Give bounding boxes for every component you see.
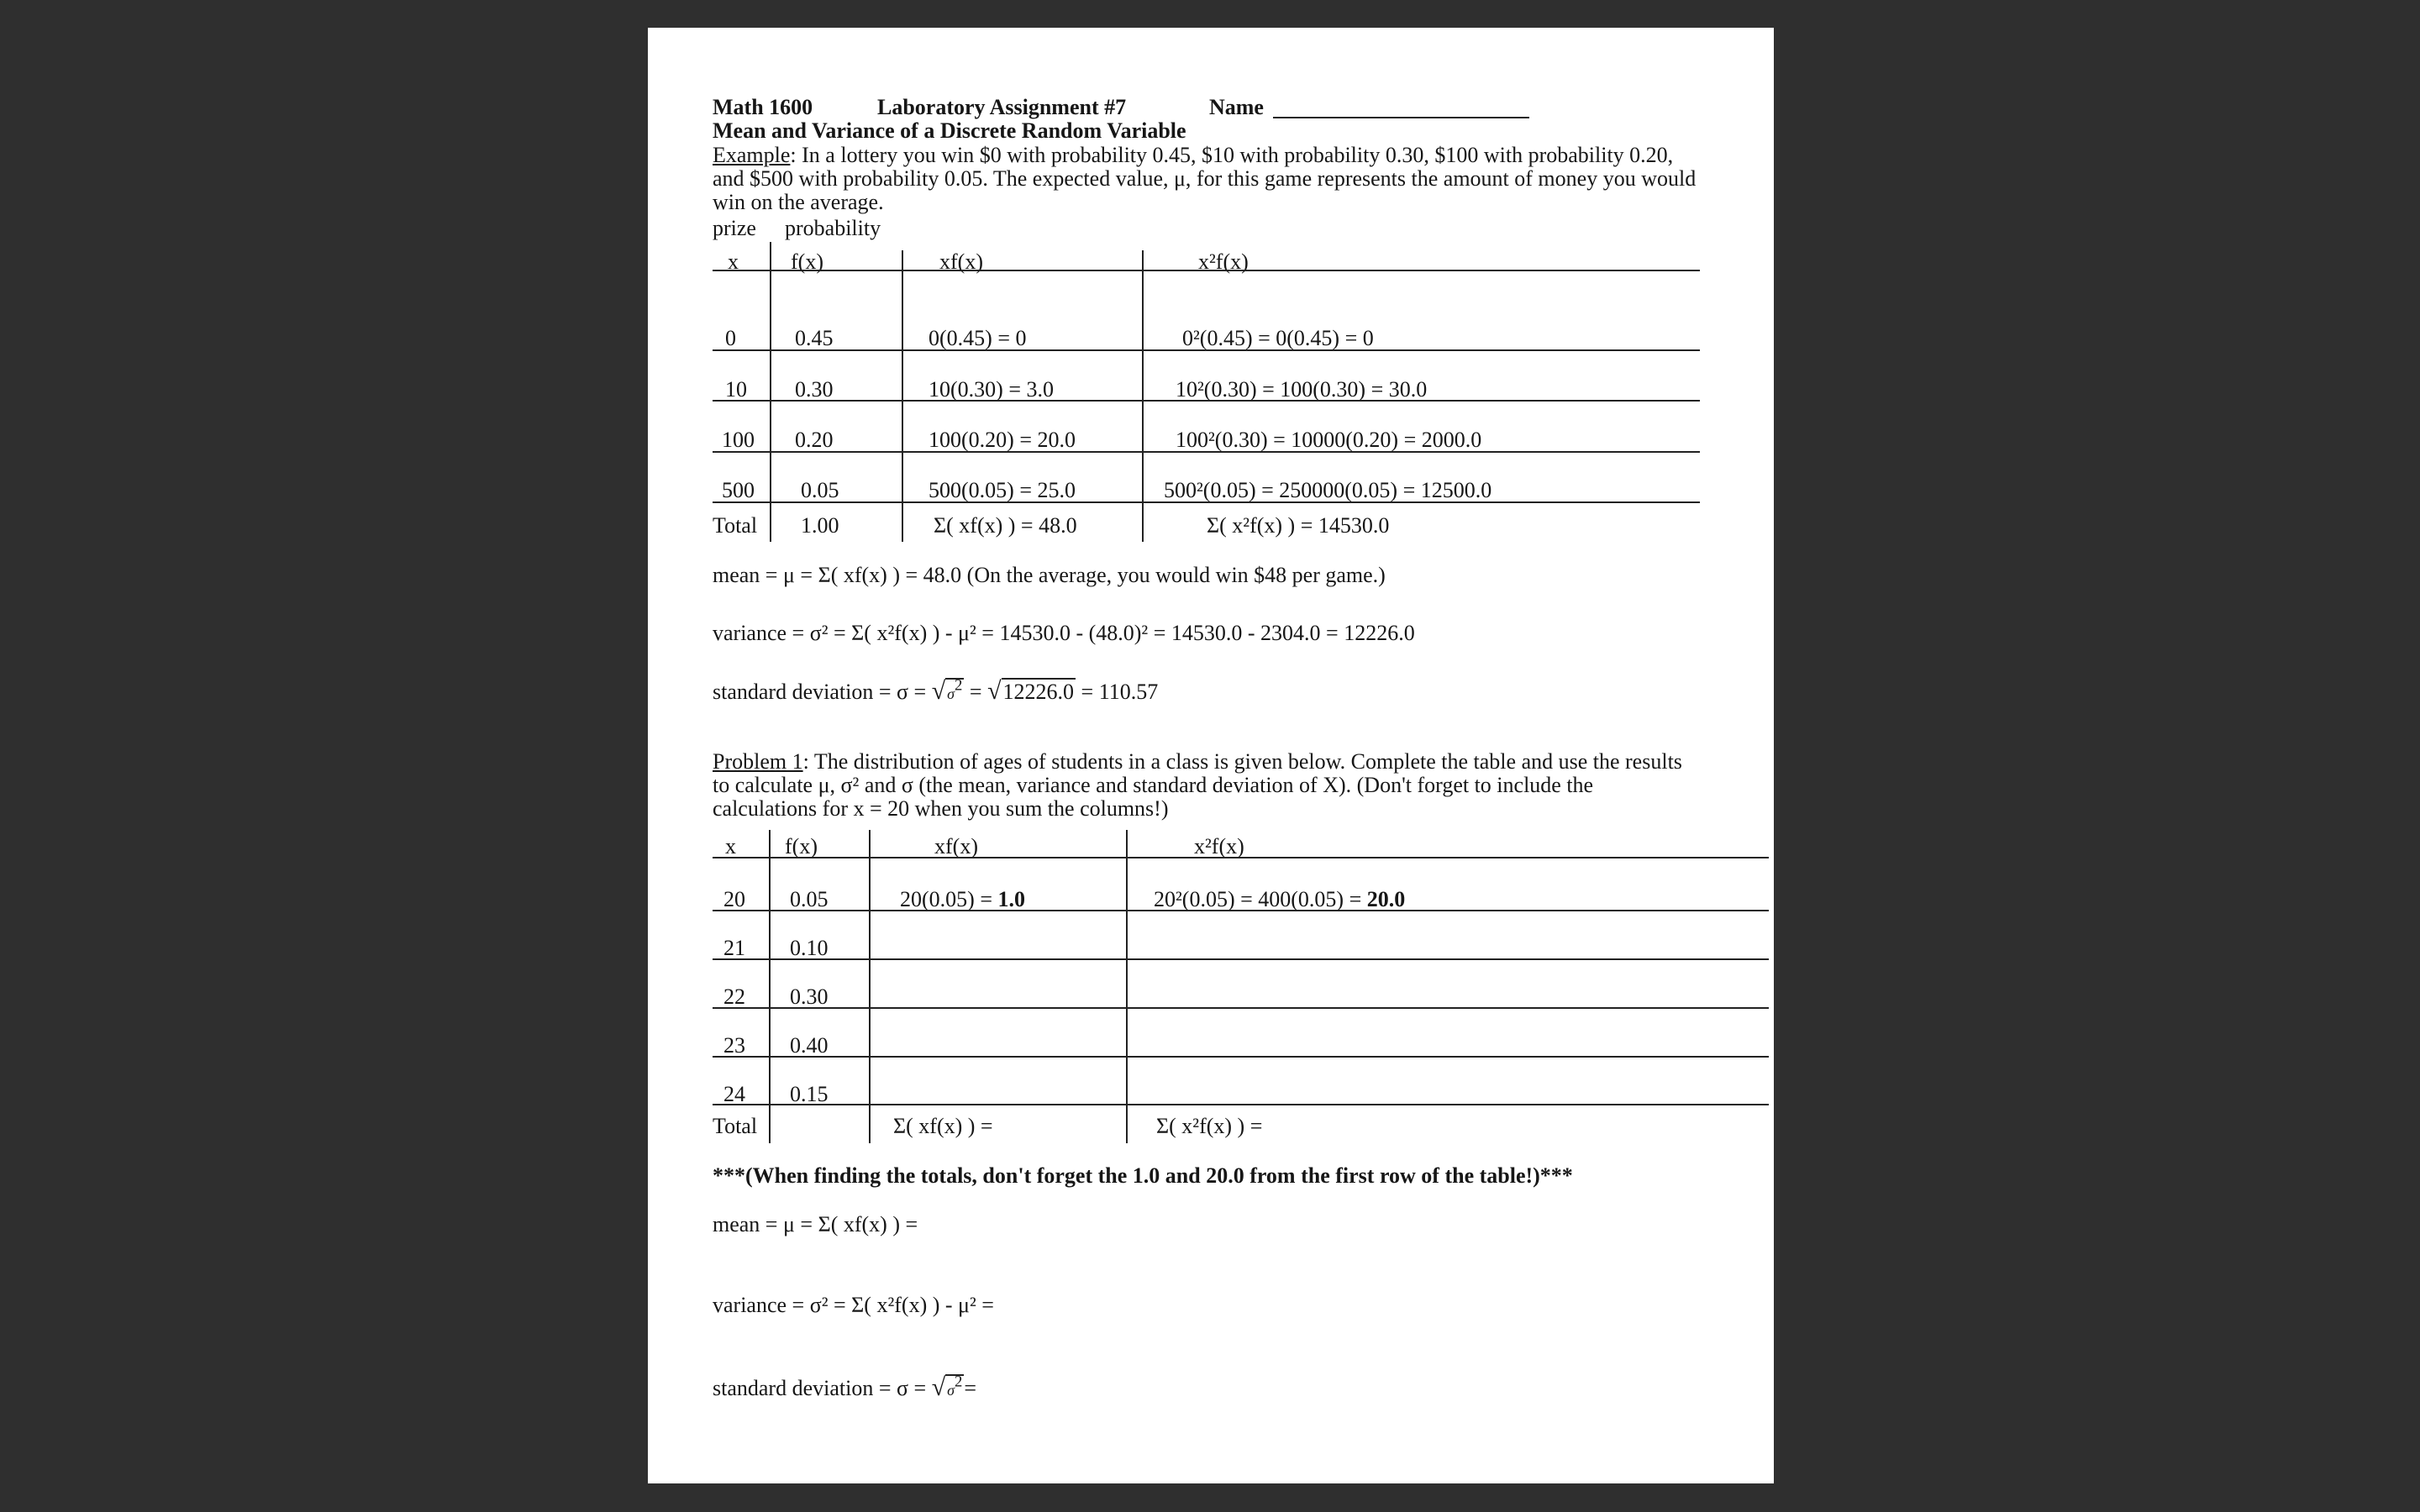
example-paragraph xyxy=(713,144,1700,214)
p1-row5-fx: 0.15 xyxy=(790,1082,829,1106)
p1-row1-x2fx xyxy=(1154,887,1405,912)
p1-row2-fx: 0.10 xyxy=(790,936,829,960)
p1-row-rule xyxy=(713,1104,1769,1105)
row-rule xyxy=(713,349,1700,351)
p1-total-label: Total xyxy=(713,1114,758,1138)
ex-mean-line: mean = μ = Σ( xf(x) ) = 48.0 (On the average, you would win $48 per game.) xyxy=(713,563,1386,587)
row-rule xyxy=(713,501,1700,503)
col-divider-3 xyxy=(1142,250,1144,542)
ex-total-xfx: Σ( xf(x) ) = 48.0 xyxy=(934,513,1077,538)
p1-variance-line: variance = σ² = Σ( x²f(x) ) - μ² = xyxy=(713,1293,994,1317)
ex-row1-x: 0 xyxy=(725,326,736,350)
ex-variance-line: variance = σ² = Σ( x²f(x) ) - μ² = 14530.0 - (48.0)² = 14530.0 - 2304.0 = 12226.0 xyxy=(713,621,1415,645)
ex-row2-xfx: 10(0.30) = 3.0 xyxy=(929,377,1054,402)
problem1-label: Problem 1 xyxy=(713,749,803,774)
p1-total-x2fx: Σ( x²f(x) ) = xyxy=(1156,1114,1263,1138)
p1-row1-fx: 0.05 xyxy=(790,887,829,911)
p1-mean-line: mean = μ = Σ( xf(x) ) = xyxy=(713,1212,918,1236)
ex-row4-xfx: 500(0.05) = 25.0 xyxy=(929,478,1076,502)
p1-row4-xfx-blank[interactable] xyxy=(871,1027,1124,1054)
p1-row3-x2fx-blank[interactable] xyxy=(1128,979,1766,1005)
p1-row3-xfx-blank[interactable] xyxy=(871,979,1124,1005)
p1-row1-x: 20 xyxy=(723,887,745,911)
subtitle: Mean and Variance of a Discrete Random Variable xyxy=(713,118,1186,143)
ex-row1-xfx: 0(0.45) = 0 xyxy=(929,326,1027,350)
sqrt-sigma2-symbol: √ $\sigma^2$ xyxy=(931,676,963,705)
col-divider-2 xyxy=(902,250,903,542)
ex-sd-prefix: standard deviation = σ = xyxy=(713,680,932,704)
col-header-x2fx: x²f(x) xyxy=(1198,249,1249,274)
p1-row-rule xyxy=(713,1056,1769,1058)
p1-col-divider-1 xyxy=(769,830,771,1143)
worksheet-page xyxy=(648,28,1774,1483)
p1-row1-xfx xyxy=(900,887,1025,912)
p1-row1-x2fx-value: 20.0 xyxy=(1366,887,1406,911)
p1-row4-x2fx-blank[interactable] xyxy=(1128,1027,1766,1054)
col-header-fx: f(x) xyxy=(791,249,823,274)
ex-row2-x: 10 xyxy=(725,377,747,402)
ex-row4-fx: 0.05 xyxy=(801,478,839,502)
p1-row5-x2fx-blank[interactable] xyxy=(1128,1076,1766,1103)
name-label: Name xyxy=(1209,95,1264,119)
ex-row4-x2fx: 500²(0.05) = 250000(0.05) = 12500.0 xyxy=(1164,478,1492,502)
p1-row3-x: 22 xyxy=(723,984,745,1009)
ex-row2-x2fx: 10²(0.30) = 100(0.30) = 30.0 xyxy=(1176,377,1428,402)
p1-row4-x: 23 xyxy=(723,1033,745,1058)
col-header-xfx: xf(x) xyxy=(939,249,983,274)
assignment-title: Laboratory Assignment #7 xyxy=(877,95,1127,119)
p1-row3-fx: 0.30 xyxy=(790,984,829,1009)
ex-sd-radical: 12226.0 xyxy=(1002,680,1075,704)
ex-sd-result: = 110.57 xyxy=(1081,680,1159,704)
ex-row2-fx: 0.30 xyxy=(795,377,834,402)
col-header-x: x xyxy=(728,249,739,274)
ex-row3-xfx: 100(0.20) = 20.0 xyxy=(929,428,1076,452)
ex-sd-line: standard deviation = σ = √ $\sigma^2 = √12226.0 = 110.57$ xyxy=(713,676,1159,705)
col-header-probability: probability xyxy=(785,216,881,240)
p1-total-xfx: Σ( xf(x) ) = xyxy=(893,1114,993,1138)
col-divider-1 xyxy=(770,242,771,542)
ex-row1-x2fx: 0²(0.45) = 0(0.45) = 0 xyxy=(1182,326,1374,350)
header-rule xyxy=(713,270,1700,271)
sqrt-sigma2-symbol: √ $\sigma^2$ xyxy=(931,1373,963,1401)
p1-row5-xfx-blank[interactable] xyxy=(871,1076,1124,1103)
ex-row3-fx: 0.20 xyxy=(795,428,834,452)
p1-col-fx: f(x) xyxy=(785,834,818,858)
p1-row2-xfx-blank[interactable] xyxy=(871,930,1124,957)
p1-row1-x2fx-prefix: 20²(0.05) = 400(0.05) = xyxy=(1154,887,1367,911)
p1-row-rule xyxy=(713,958,1769,960)
p1-sd-line xyxy=(713,1375,976,1403)
ex-total-x2fx: Σ( x²f(x) ) = 14530.0 xyxy=(1207,513,1390,538)
example-text: : In a lottery you win $0 with probability 0.45, $10 with probability 0.30, $100 with probability 0.20, and $500 with probability 0.05. The expected value, μ, for this game represents the amount of money you would win on the average. xyxy=(713,143,1697,214)
p1-row1-xfx-value: 1.0 xyxy=(997,887,1025,911)
ex-total-label: Total xyxy=(713,513,758,538)
p1-col-x: x xyxy=(725,834,736,858)
p1-sd-suffix: = xyxy=(964,1376,977,1400)
course-label: Math 1600 xyxy=(713,95,813,119)
p1-sd-prefix: standard deviation = σ = xyxy=(713,1376,932,1400)
p1-col-xfx: xf(x) xyxy=(934,834,978,858)
example-label: Example xyxy=(713,143,791,167)
row-rule xyxy=(713,400,1700,402)
col-header-prize: prize xyxy=(713,216,756,240)
problem1-paragraph xyxy=(713,750,1700,821)
p1-row-rule xyxy=(713,910,1769,911)
ex-row3-x2fx: 100²(0.30) = 10000(0.20) = 2000.0 xyxy=(1176,428,1482,452)
name-blank-line[interactable] xyxy=(1273,117,1529,118)
p1-header-rule xyxy=(713,857,1769,858)
totals-reminder-note: ***(When finding the totals, don't forget the 1.0 and 20.0 from the first row of the table!)*** xyxy=(713,1163,1573,1188)
p1-row-rule xyxy=(713,1007,1769,1009)
ex-row1-fx: 0.45 xyxy=(795,326,834,350)
ex-row4-x: 500 xyxy=(722,478,755,502)
ex-row3-x: 100 xyxy=(722,428,755,452)
ex-total-fx: 1.00 xyxy=(801,513,839,538)
p1-col-x2fx: x²f(x) xyxy=(1194,834,1244,858)
p1-row1-xfx-prefix: 20(0.05) = xyxy=(900,887,998,911)
p1-row2-x: 21 xyxy=(723,936,745,960)
sqrt-value-symbol: √12226.0 xyxy=(987,677,1075,705)
p1-row4-fx: 0.40 xyxy=(790,1033,829,1058)
p1-row5-x: 24 xyxy=(723,1082,745,1106)
row-rule xyxy=(713,451,1700,453)
p1-row2-x2fx-blank[interactable] xyxy=(1128,930,1766,957)
problem1-text: : The distribution of ages of students in a class is given below. Complete the table and use the results to calculate μ, σ² and σ (the mean, variance and standard deviation of X). (Don't forget to include the calculations for x = 20 when you sum the columns!) xyxy=(713,749,1682,821)
